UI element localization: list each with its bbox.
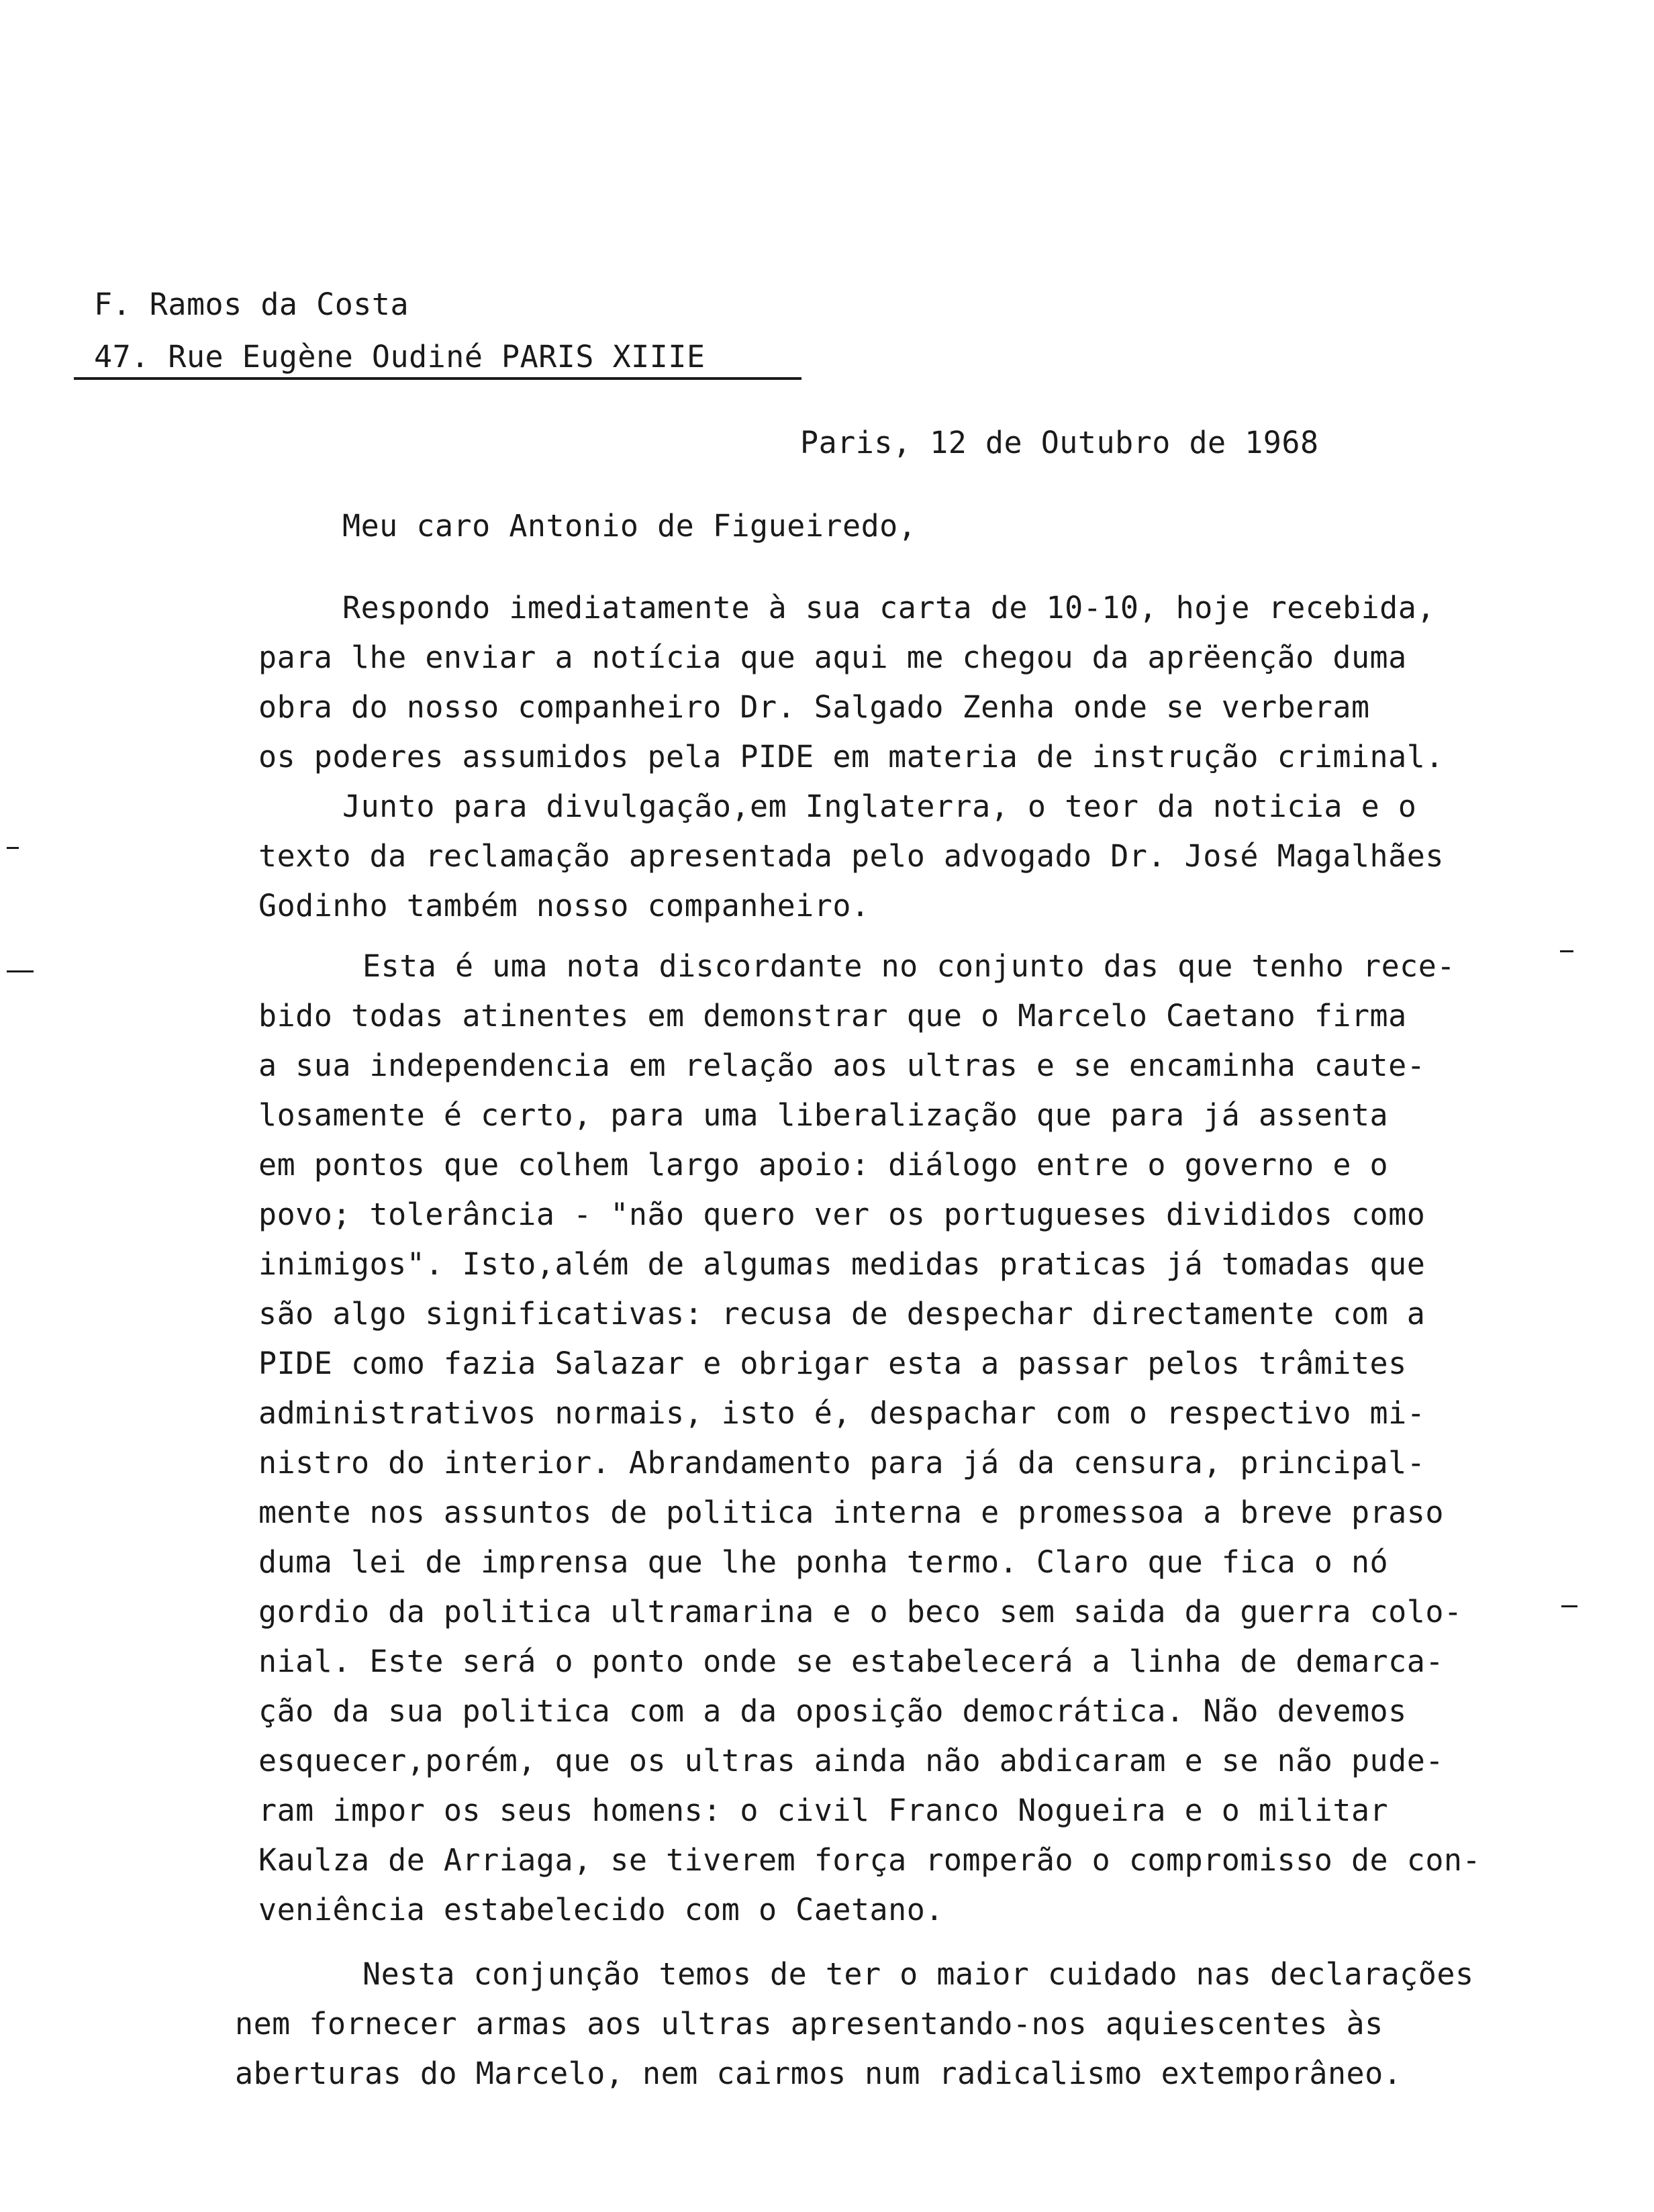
body-line: Godinho também nosso companheiro. <box>258 888 870 923</box>
salutation: Meu caro Antonio de Figueiredo, <box>342 508 917 544</box>
body-line: losamente é certo, para uma liberalização que para já assenta <box>258 1097 1389 1133</box>
stray-mark <box>7 847 19 849</box>
body-line: texto da reclamação apresentada pelo advogado Dr. José Magalhães <box>258 838 1444 874</box>
body-line: inimigos". Isto,além de algumas medidas praticas já tomadas que <box>258 1246 1426 1282</box>
body-line: gordio da politica ultramarina e o beco sem saida da guerra colo- <box>258 1594 1463 1629</box>
stray-mark <box>7 970 34 972</box>
body-line: nial. Este será o ponto onde se estabelecerá a linha de demarca- <box>258 1644 1444 1679</box>
body-line: obra do nosso companheiro Dr. Salgado Zenha onde se verberam <box>258 689 1370 725</box>
body-line: Esta é uma nota discordante no conjunto das que tenho rece- <box>362 948 1455 984</box>
body-line: para lhe enviar a notícia que aqui me chegou da aprëenção duma <box>258 640 1407 675</box>
body-line: são algo significativas: recusa de despechar directamente com a <box>258 1296 1426 1331</box>
body-line: mente nos assuntos de politica interna e promessoa a breve praso <box>258 1495 1444 1530</box>
body-line: a sua independencia em relação aos ultras e se encaminha caute- <box>258 1048 1426 1083</box>
body-line: Nesta conjunção temos de ter o maior cuidado nas declarações <box>362 1956 1474 1992</box>
body-line: veniência estabelecido com o Caetano. <box>258 1892 944 1927</box>
body-line: administrativos normais, isto é, despachar com o respectivo mi- <box>258 1395 1426 1431</box>
body-line: nistro do interior. Abrandamento para já da censura, principal- <box>258 1445 1426 1480</box>
body-line: em pontos que colhem largo apoio: diálogo entre o governo e o <box>258 1147 1389 1183</box>
stray-mark <box>1561 1605 1577 1607</box>
body-line: duma lei de imprensa que lhe ponha termo. Claro que fica o nó <box>258 1544 1389 1580</box>
body-line: ram impor os seus homens: o civil Franco Nogueira e o militar <box>258 1793 1389 1828</box>
body-line: nem fornecer armas aos ultras apresentando-nos aquiescentes às <box>235 2006 1383 2042</box>
body-line: bido todas atinentes em demonstrar que o Marcelo Caetano firma <box>258 998 1407 1034</box>
body-line: Respondo imediatamente à sua carta de 10-10, hoje recebida, <box>342 590 1435 625</box>
body-line: ção da sua politica com a da oposição democrática. Não devemos <box>258 1693 1407 1729</box>
body-line: esquecer,porém, que os ultras ainda não abdicaram e se não pude- <box>258 1743 1444 1778</box>
sender-name: F. Ramos da Costa <box>94 287 409 322</box>
body-line: povo; tolerância - "não quero ver os portugueses divididos como <box>258 1197 1426 1232</box>
body-line: Kaulza de Arriaga, se tiverem força romperão o compromisso de con- <box>258 1842 1481 1878</box>
sender-address: 47. Rue Eugène Oudiné PARIS XIIIE <box>74 340 801 380</box>
stray-mark <box>1560 950 1573 952</box>
letter-date: Paris, 12 de Outubro de 1968 <box>800 425 1319 460</box>
body-line: PIDE como fazia Salazar e obrigar esta a passar pelos trâmites <box>258 1346 1407 1381</box>
body-line: os poderes assumidos pela PIDE em materia de instrução criminal. <box>258 739 1444 774</box>
body-line: aberturas do Marcelo, nem cairmos num radicalismo extemporâneo. <box>235 2056 1402 2091</box>
body-line: Junto para divulgação,em Inglaterra, o teor da noticia e o <box>342 789 1417 824</box>
